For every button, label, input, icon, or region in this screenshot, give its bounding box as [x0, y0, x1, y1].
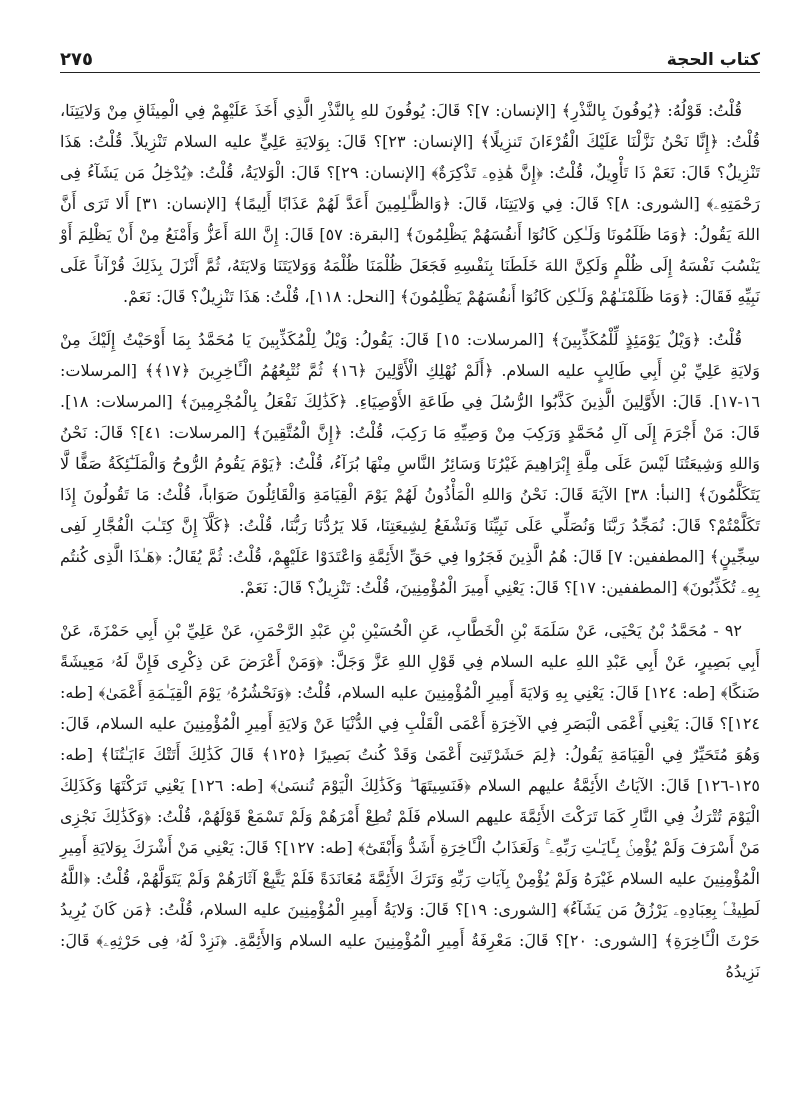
paragraph-quran-commentary-2: قُلْتُ: ﴿وَيْلٌ يَوْمَئِذٍ لِّلْمُكَذِّبِينَ﴾ [المرسلات: ١٥] قَالَ: يَقُولُ: وَيْلٌ لِلْمُكَذِّبِينَ يَا مُحَمَّدُ بِمَا أَوْحَيْتُ إِلَيْكَ مِنْ وَلايَةِ عَلِيِّ بْنِ أَبِي طَالِبٍ عليه السلام. ﴿أَلَمْ نُهْلِكِ الْأَوَّلِينَ ﴿١٦﴾ ثُمَّ نُتْبِعُهُمُ الْـَٔاخِرِينَ ﴿١٧﴾﴾ [المرسلات: ١٦-١٧]. قَالَ: الأَوَّلِينَ الَّذِينَ كَذَّبُوا الرُّسُلَ فِي طَاعَةِ الأَوْصِيَاءِ. ﴿كَذَٰلِكَ نَفْعَلُ بِالْمُجْرِمِينَ﴾ [المرسلات: ١٨]. قَالَ: مَنْ أَجْرَمَ إِلَى آلِ مُحَمَّدٍ وَرَكِبَ مِنْ وَصِيِّهِ مَا رَكِبَ، قُلْتُ: ﴿إِنَّ الْمُتَّقِينَ﴾ [المرسلات: ٤١]؟ قَالَ: نَحْنُ وَاللهِ وَشِيعَتُنَا لَيْسَ عَلَى مِلَّةِ إِبْرَاهِيمَ غَيْرُنَا وَسَائِرُ النَّاسِ مِنْهَا بُرَآءُ، قُلْتُ: ﴿يَوْمَ يَقُومُ الرُّوحُ وَالْمَلَـٰٓئِكَةُ صَفًّا لَّا يَتَكَلَّمُونَ﴾ [النبأ: ٣٨] الآيَةَ قَالَ: نَحْنُ وَاللهِ الْمَأْذُونُ لَهُمْ يَوْمَ الْقِيَامَةِ وَالْقَائِلُونَ صَوَاباً، قُلْتُ: مَا تَقُولُونَ إِذَا تَكَلَّمْتُمْ؟ قَالَ: نُمَجِّدُ رَبَّنَا وَنُصَلِّي عَلَى نَبِيِّنَا وَنَشْفَعُ لِشِيعَتِنَا، فَلا يَرُدُّنَا رَبُّنَا، قُلْتُ: ﴿كَلَّآ إِنَّ كِتَـٰبَ الْفُجَّارِ لَفِى سِجِّينٍ﴾ [المطففين: ٧] قَالَ: هُمُ الَّذِينَ فَجَرُوا فِي حَقِّ الأَئِمَّةِ وَاعْتَدَوْا عَلَيْهِمْ، قُلْتُ: ثُمَّ يُقَالُ: ﴿هَـٰذَا الَّذِى كُنتُم بِهِۦ تُكَذِّبُونَ﴾ [المطففين: ١٧]؟ قَالَ: يَعْنِي أَمِيرَ الْمُؤْمِنِينَ، قُلْتُ: تَنْزِيلٌ؟ قَالَ: نَعَمْ.	[60, 330, 761, 597]
body-text	[60, 95, 760, 987]
paragraph-hadith-92: ٩٢ - مُحَمَّدُ بْنُ يَحْيَى، عَنْ سَلَمَةَ بْنِ الْخَطَّابِ، عَنِ الْحُسَيْنِ بْنِ عَبْدِ الرَّحْمَنِ، عَنْ عَلِيِّ بْنِ أَبِي حَمْزَةَ، عَنْ أَبِي بَصِيرٍ، عَنْ أَبِي عَبْدِ اللهِ عليه السلام فِي قَوْلِ اللهِ عَزَّ وَجَلَّ: ﴿وَمَنْ أَعْرَضَ عَن ذِكْرِى فَإِنَّ لَهُۥ مَعِيشَةً ضَنكًا﴾ [طه: ١٢٤] قَالَ: يَعْنِي بِهِ وَلايَةَ أَمِيرِ الْمُؤْمِنِينَ عليه السلام، قُلْتُ: ﴿وَنَحْشُرُهُۥ يَوْمَ الْقِيَـٰمَةِ أَعْمَىٰ﴾ [طه: ١٢٤]؟ قَالَ: يَعْنِي أَعْمَى الْبَصَرِ فِي الآخِرَةِ أَعْمَى الْقَلْبِ فِي الدُّنْيَا عَنْ وَلايَةِ أَمِيرِ الْمُؤْمِنِينَ عليه السلام، قَالَ: وَهُوَ مُتَحَيِّرٌ فِي الْقِيَامَةِ يَقُولُ: ﴿لِمَ حَشَرْتَنِىٓ أَعْمَىٰ وَقَدْ كُنتُ بَصِيرًا ﴿١٢٥﴾ قَالَ كَذَٰلِكَ أَتَتْكَ ءَايَـٰتُنَا﴾ [طه: ١٢٥-١٢٦] قَالَ: الآيَاتُ الأَئِمَّةُ عليهم السلام ﴿فَنَسِيتَهَا ۖ وَكَذَٰلِكَ الْيَوْمَ تُنسَىٰ﴾ [طه: ١٢٦] يَعْنِي تَرَكْتَهَا وَكَذَلِكَ الْيَوْمَ تُتْرَكُ فِي النَّارِ كَمَا تَرَكْتَ الأَئِمَّةَ عليهم السلام فَلَمْ تُطِعْ أَمْرَهُمْ وَلَمْ تَسْمَعْ قَوْلَهُمْ، قُلْتُ: ﴿وَكَذَٰلِكَ نَجْزِى مَنْ أَسْرَفَ وَلَمْ يُؤْمِنۢ بِـَٔايَـٰتِ رَبِّهِۦ ۚ وَلَعَذَابُ الْـَٔاخِرَةِ أَشَدُّ وَأَبْقَىٰٓ﴾ [طه: ١٢٧]؟ قَالَ: يَعْنِي مَنْ أَشْرَكَ بِوَلايَةِ أَمِيرِ الْمُؤْمِنِينَ عليه السلام غَيْرَهُ وَلَمْ يُؤْمِنْ بِآيَاتِ رَبِّهِ وَتَرَكَ الأَئِمَّةَ مُعَانَدَةً فَلَمْ يَتَّبِعْ آثَارَهُمْ وَلَمْ يَتَوَلَّهُمْ، قُلْتُ: ﴿اللَّهُ لَطِيفٌۢ بِعِبَادِهِۦ يَرْزُقُ مَن يَشَآءُ﴾ [الشورى: ١٩]؟ قَالَ: وَلايَةُ أَمِيرِ الْمُؤْمِنِينَ عليه السلام، قُلْتُ: ﴿مَن كَانَ يُرِيدُ حَرْثَ الْـَٔاخِرَةِ﴾ [الشورى: ٢٠]؟ قَالَ: مَعْرِفَةُ أَمِيرِ الْمُؤْمِنِينَ عليه السلام وَالأَئِمَّةِ. ﴿نَزِدْ لَهُۥ فِى حَرْثِهِۦ﴾ قَالَ: نَزِيدُهُ	[60, 621, 761, 981]
book-title: كتاب الحجة	[666, 50, 760, 70]
paragraph-quran-commentary-1: قُلْتُ: قَوْلُهُ: ﴿يُوفُونَ بِالنَّذْرِ﴾ [الإنسان: ٧]؟ قَالَ: يُوفُونَ للهِ بِالنَّذْرِ الَّذِي أَخَذَ عَلَيْهِمْ فِي الْمِيثَاقِ مِنْ وَلايَتِنَا، قُلْتُ: ﴿إِنَّا نَحْنُ نَزَّلْنَا عَلَيْكَ الْقُرْءَانَ تَنزِيلًا﴾ [الإنسان: ٢٣]؟ قَالَ: بِوَلايَةِ عَلِيٍّ عليه السلام تَنْزِيلاً. قُلْتُ: هَذَا تَنْزِيلٌ؟ قَالَ: نَعَمْ ذَا تَأْوِيلٌ، قُلْتُ: ﴿إِنَّ هَٰذِهِۦ تَذْكِرَةٌ﴾ [الإنسان: ٢٩]؟ قَالَ: الْوَلايَةُ، قُلْتُ: ﴿يُدْخِلُ مَن يَشَآءُ فِى رَحْمَتِهِۦ﴾ [الشورى: ٨]؟ قَالَ: فِي وَلايَتِنَا، قَالَ: ﴿وَالظَّـٰلِمِينَ أَعَدَّ لَهُمْ عَذَابًا أَلِيمًا﴾ [الإنسان: ٣١] أَلا تَرَى أَنَّ اللهَ يَقُولُ: ﴿وَمَا ظَلَمُونَا وَلَـٰكِن كَانُوٓا أَنفُسَهُمْ يَظْلِمُونَ﴾ [البقرة: ٥٧] قَالَ: إِنَّ اللهَ أَعَزُّ وَأَمْنَعُ مِنْ أَنْ يَظْلِمَ أَوْ يَنْسُبَ نَفْسَهُ إِلَى ظُلْمٍ وَلَكِنَّ اللهَ خَلَطَنَا بِنَفْسِهِ فَجَعَلَ ظُلْمَنَا ظُلْمَهُ وَوَلايَتَنَا وَلايَتَهُ، ثُمَّ أَنْزَلَ بِذَلِكَ قُرْآناً عَلَى نَبِيِّهِ فَقَالَ: ﴿وَمَا ظَلَمْنَـٰهُمْ وَلَـٰكِن كَانُوٓا أَنفُسَهُمْ يَظْلِمُونَ﴾ [النحل: ١١٨]، قُلْتُ: هَذَا تَنْزِيلٌ؟ قَالَ: نَعَمْ.	[60, 101, 761, 306]
book-page	[60, 34, 760, 1104]
running-header	[60, 34, 760, 73]
page-number: ٢٧٥	[60, 49, 93, 70]
